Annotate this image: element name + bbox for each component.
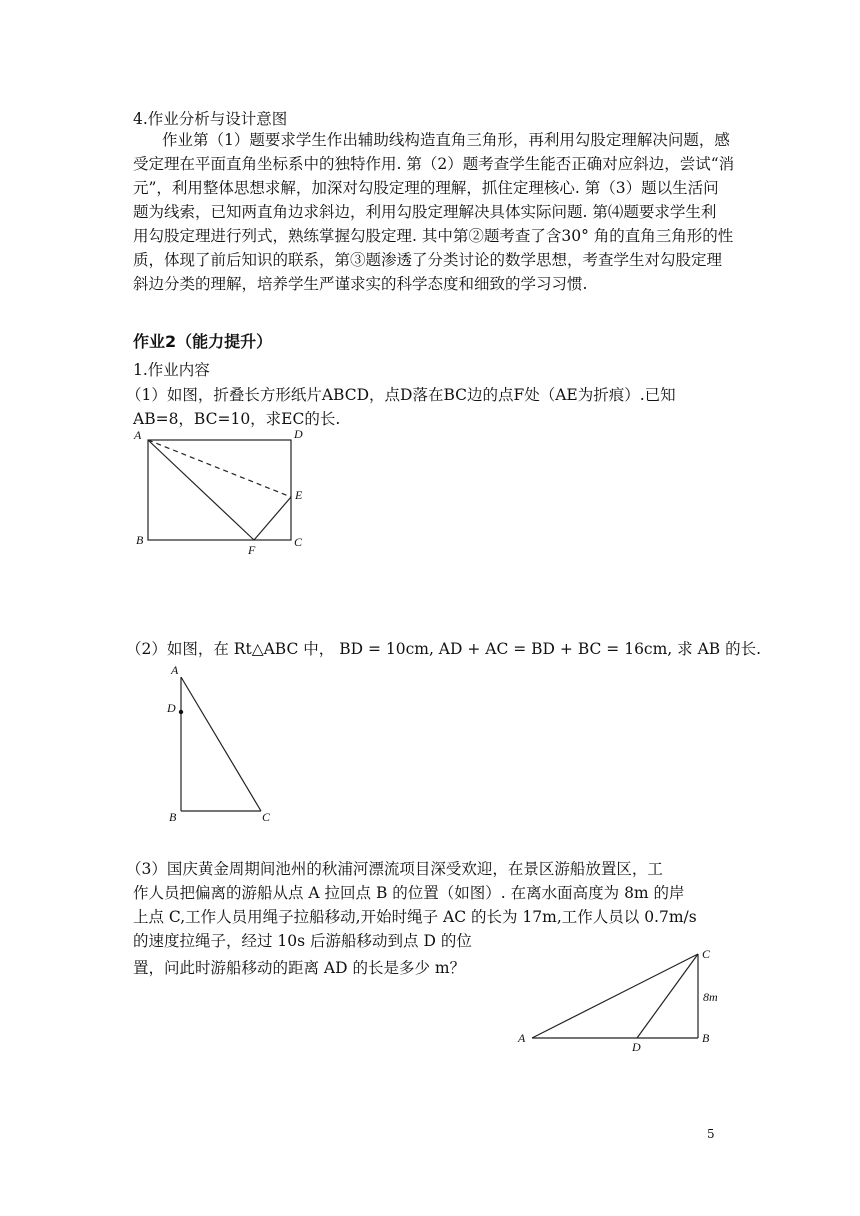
homework-2-heading: 作业2（能力提升） bbox=[133, 332, 273, 351]
fig3-label-c: C bbox=[702, 947, 711, 961]
question-3-line: 作人员把偏离的游船从点 A 拉回点 B 的位置（如图）. 在离水面高度为 8m 的岸 bbox=[133, 884, 685, 902]
fig1-label-f: F bbox=[248, 543, 256, 557]
paragraph-line: 质，体现了前后知识的联系，第③题渗透了分类讨论的数学思想，考查学生对勾股定理 bbox=[133, 251, 723, 269]
fig1-label-a: A bbox=[134, 428, 142, 442]
section-4-title: 4.作业分析与设计意图 bbox=[133, 110, 288, 128]
fig3-label-b: B bbox=[702, 1031, 710, 1045]
fig3-label-a: A bbox=[518, 1031, 526, 1045]
boat-rope-figure bbox=[510, 940, 730, 1055]
paragraph-line: 受定理在平面直角坐标系中的独特作用. 第（2）题考查学生能否正确对应斜边，尝试“消 bbox=[133, 155, 735, 173]
fig1-label-d: D bbox=[294, 427, 303, 441]
paragraph-line: 作业第（1）题要求学生作出辅助线构造直角三角形，再利用勾股定理解决问题，感 bbox=[162, 131, 730, 149]
fig3-label-d: D bbox=[632, 1040, 641, 1054]
rectangle-fold-figure bbox=[126, 422, 326, 557]
fig3-height-label: 8m bbox=[703, 990, 718, 1004]
fig2-label-d: D bbox=[167, 701, 176, 715]
fig1-label-b: B bbox=[136, 533, 144, 547]
fig2-label-a: A bbox=[171, 663, 179, 677]
paragraph-line: 元”，利用整体思想求解，加深对勾股定理的理解，抓住定理核心. 第（3）题以生活问 bbox=[133, 179, 719, 197]
question-3-line: （3）国庆黄金周期间池州的秋浦河漂流项目深受欢迎，在景区游船放置区，工 bbox=[126, 860, 663, 878]
right-triangle-figure bbox=[160, 660, 290, 830]
content-title: 1.作业内容 bbox=[133, 361, 210, 379]
question-3-line: 上点 C,工作人员用绳子拉船移动,开始时绳子 AC 的长为 17m,工作人员以 0.7m/s bbox=[133, 908, 697, 926]
question-3-line: 置，问此时游船移动的距离 AD 的长是多少 m？ bbox=[133, 959, 466, 977]
page-number: 5 bbox=[707, 1127, 715, 1141]
paragraph-line: 用勾股定理进行列式，熟练掌握勾股定理. 其中第②题考查了含30° 角的直角三角形的性 bbox=[133, 227, 734, 245]
fig2-label-b: B bbox=[169, 810, 177, 824]
question-2: （2）如图，在 Rt△ABC 中， BD = 10cm, AD + AC = BD + BC = 16cm, 求 AB 的长. bbox=[126, 640, 762, 658]
fig1-label-c: C bbox=[294, 535, 303, 549]
paragraph-line: 题为线索，已知两直角边求斜边，利用勾股定理解决具体实际问题. 第⑷题要求学生利 bbox=[133, 203, 717, 221]
question-3-line: 的速度拉绳子，经过 10s 后游船移动到点 D 的位 bbox=[133, 932, 472, 950]
question-1-line: （1）如图，折叠长方形纸片ABCD，点D落在BC边的点F处（AE为折痕）.已知 bbox=[126, 386, 676, 404]
fig1-label-e: E bbox=[295, 488, 303, 502]
paragraph-line: 斜边分类的理解，培养学生严谨求实的科学态度和细致的学习习惯. bbox=[133, 275, 588, 293]
question-1-line: AB=8，BC=10，求EC的长. bbox=[133, 410, 341, 428]
fig2-label-c: C bbox=[262, 810, 271, 824]
